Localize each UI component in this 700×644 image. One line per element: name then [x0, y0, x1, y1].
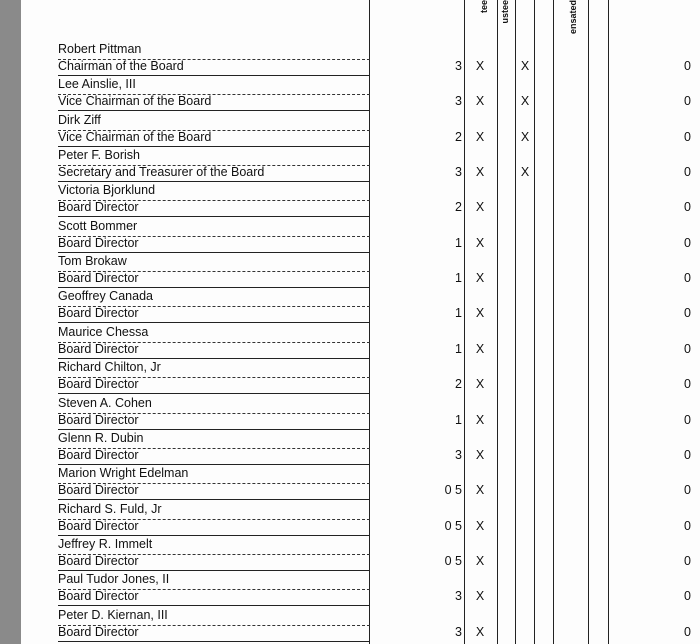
column-header-compensated: ensated — [568, 0, 578, 35]
person-name: Peter F. Borish — [58, 148, 370, 163]
compensation-value: 0 — [684, 306, 691, 321]
table-row — [0, 75, 700, 111]
hours-per-week: 3 — [455, 59, 462, 73]
person-title: Board Director — [58, 554, 370, 569]
compensation-value: 0 — [684, 129, 691, 144]
compensation-value: 0 — [684, 589, 691, 604]
hours-per-week: 0 5 — [444, 483, 462, 498]
table-row — [0, 323, 700, 359]
person-title: Vice Chairman of the Board — [58, 94, 370, 109]
person-name: Richard Chilton, Jr — [58, 360, 370, 375]
table-row — [0, 500, 700, 536]
table-row — [0, 287, 700, 323]
table-row — [0, 358, 700, 394]
trustee-mark: X — [475, 165, 485, 180]
person-name: Tom Brokaw — [58, 254, 370, 269]
hours-per-week: 1 — [455, 306, 462, 321]
person-name: Steven A. Cohen — [58, 396, 370, 411]
trustee-mark: X — [475, 518, 485, 533]
trustee-mark: X — [475, 589, 485, 604]
person-title: Board Director — [58, 200, 370, 215]
table-row — [0, 464, 700, 500]
compensation-value: 0 — [684, 271, 691, 286]
table-row — [0, 252, 700, 288]
person-title: Board Director — [58, 306, 370, 321]
trustee-mark: X — [475, 412, 485, 427]
trustee-mark: X — [475, 341, 485, 356]
officer-mark: X — [520, 129, 530, 144]
officer-mark: X — [520, 94, 530, 109]
hours-per-week: 3 — [455, 94, 462, 109]
trustee-mark: X — [475, 483, 485, 498]
hours-per-week: 1 — [455, 271, 462, 286]
hours-per-week: 1 — [455, 412, 462, 427]
trustee-mark: X — [475, 59, 485, 73]
table-row — [0, 429, 700, 465]
compensation-value: 0 — [684, 553, 691, 568]
trustee-mark: X — [475, 129, 485, 144]
hours-per-week: 3 — [455, 165, 462, 180]
person-name: Marion Wright Edelman — [58, 466, 370, 481]
hours-per-week: 0 5 — [444, 518, 462, 533]
officer-mark: X — [520, 165, 530, 180]
table-row — [0, 181, 700, 217]
person-title: Vice Chairman of the Board — [58, 130, 370, 145]
person-name: Lee Ainslie, III — [58, 77, 370, 92]
person-title: Board Director — [58, 519, 370, 534]
compensation-value: 0 — [684, 341, 691, 356]
person-title: Secretary and Treasurer of the Board — [58, 165, 370, 180]
trustee-mark: X — [475, 447, 485, 462]
table-row — [0, 111, 700, 147]
trustee-mark: X — [475, 94, 485, 109]
person-name: Peter D. Kiernan, III — [58, 608, 370, 623]
person-title: Board Director — [58, 625, 370, 640]
person-name: Scott Bommer — [58, 219, 370, 234]
person-title: Board Director — [58, 413, 370, 428]
hours-per-week: 2 — [455, 377, 462, 392]
trustee-mark: X — [475, 624, 485, 639]
table-row — [0, 535, 700, 571]
hours-per-week: 3 — [455, 447, 462, 462]
compensation-value: 0 — [684, 200, 691, 215]
person-title: Chairman of the Board — [58, 59, 370, 74]
compensation-value: 0 — [684, 165, 691, 180]
compensation-value: 0 — [684, 412, 691, 427]
person-name: Geoffrey Canada — [58, 289, 370, 304]
hours-per-week: 2 — [455, 129, 462, 144]
column-header-institutional-trustee: ustee — [500, 0, 510, 24]
person-title: Board Director — [58, 589, 370, 604]
table-row — [0, 217, 700, 253]
compensation-value: 0 — [684, 59, 691, 73]
person-name: Victoria Bjorklund — [58, 183, 370, 198]
compensation-value: 0 — [684, 94, 691, 109]
compensation-value: 0 — [684, 518, 691, 533]
trustee-mark: X — [475, 553, 485, 568]
hours-per-week: 1 — [455, 341, 462, 356]
column-header-trustee: tee — [479, 0, 489, 14]
hours-per-week: 2 — [455, 200, 462, 215]
person-name: Glenn R. Dubin — [58, 431, 370, 446]
person-name: Paul Tudor Jones, II — [58, 572, 370, 587]
person-name: Richard S. Fuld, Jr — [58, 502, 370, 517]
compensation-value: 0 — [684, 377, 691, 392]
person-name: Maurice Chessa — [58, 325, 370, 340]
hours-per-week: 1 — [455, 235, 462, 250]
table-row — [0, 146, 700, 182]
compensation-value: 0 — [684, 624, 691, 639]
person-title: Board Director — [58, 342, 370, 357]
hours-per-week: 3 — [455, 624, 462, 639]
table-row — [0, 570, 700, 606]
person-title: Board Director — [58, 483, 370, 498]
hours-per-week: 3 — [455, 589, 462, 604]
person-title: Board Director — [58, 271, 370, 286]
trustee-mark: X — [475, 271, 485, 286]
table-row — [0, 606, 700, 642]
person-title: Board Director — [58, 377, 370, 392]
compensation-value: 0 — [684, 235, 691, 250]
person-title: Board Director — [58, 236, 370, 251]
trustee-mark: X — [475, 306, 485, 321]
person-title: Board Director — [58, 448, 370, 463]
compensation-value: 0 — [684, 483, 691, 498]
hours-per-week: 0 5 — [444, 553, 462, 568]
officer-mark: X — [520, 59, 530, 73]
compensation-value: 0 — [684, 447, 691, 462]
person-name: Robert Pittman — [58, 42, 370, 57]
person-name: Jeffrey R. Immelt — [58, 537, 370, 552]
trustee-mark: X — [475, 200, 485, 215]
trustee-mark: X — [475, 235, 485, 250]
trustee-mark: X — [475, 377, 485, 392]
table-row — [0, 40, 700, 76]
person-name: Dirk Ziff — [58, 113, 370, 128]
table-row — [0, 394, 700, 430]
